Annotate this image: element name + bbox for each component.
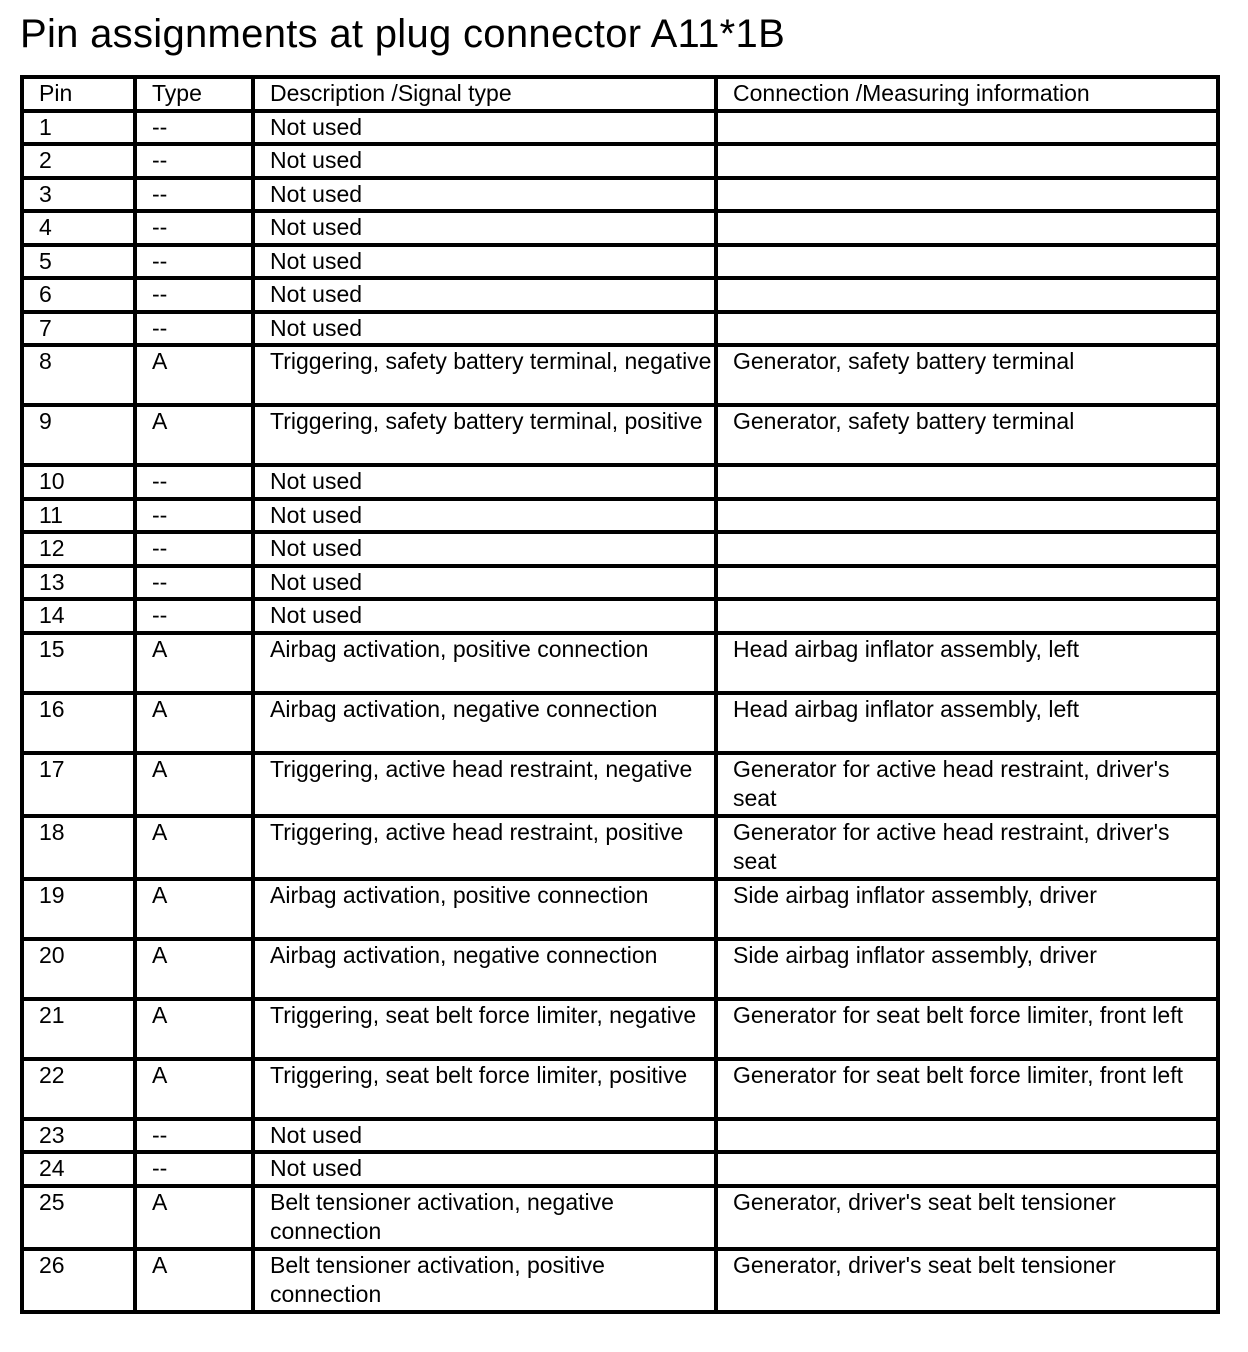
connection-cell: Generator for active head restraint, driver's seat [716, 753, 1218, 816]
table-row [22, 1059, 1218, 1119]
type-cell: -- [135, 178, 253, 212]
table-row [22, 465, 1218, 499]
type-cell: -- [135, 1152, 253, 1186]
pin-cell: 3 [22, 178, 135, 212]
connection-cell: Generator, safety battery terminal [716, 345, 1218, 405]
connection-cell: Side airbag inflator assembly, driver [716, 879, 1218, 939]
table-row [22, 816, 1218, 879]
connection-cell [716, 1119, 1218, 1153]
pin-cell: 20 [22, 939, 135, 999]
connection-cell: Generator, driver's seat belt tensioner [716, 1186, 1218, 1249]
type-cell: -- [135, 532, 253, 566]
pin-cell: 19 [22, 879, 135, 939]
connection-cell: Generator for seat belt force limiter, front left [716, 1059, 1218, 1119]
pin-cell: 13 [22, 566, 135, 600]
pin-cell: 14 [22, 599, 135, 633]
table-row [22, 178, 1218, 212]
type-cell: -- [135, 245, 253, 279]
description-cell: Not used [253, 211, 716, 245]
description-cell: Airbag activation, negative connection [253, 693, 716, 753]
pin-cell: 16 [22, 693, 135, 753]
connection-cell [716, 599, 1218, 633]
pin-cell: 24 [22, 1152, 135, 1186]
pin-cell: 5 [22, 245, 135, 279]
table-row [22, 1152, 1218, 1186]
connection-cell [716, 178, 1218, 212]
type-cell: A [135, 405, 253, 465]
type-cell: A [135, 693, 253, 753]
table-body [22, 111, 1218, 1312]
description-cell: Triggering, active head restraint, negative [253, 753, 716, 816]
pin-cell: 8 [22, 345, 135, 405]
description-cell: Not used [253, 499, 716, 533]
connection-cell: Generator, safety battery terminal [716, 405, 1218, 465]
table-row [22, 1119, 1218, 1153]
table-header-row [22, 77, 1218, 111]
table-row [22, 245, 1218, 279]
table-row [22, 633, 1218, 693]
description-cell: Triggering, seat belt force limiter, positive [253, 1059, 716, 1119]
connection-cell: Generator for seat belt force limiter, front left [716, 999, 1218, 1059]
table-row [22, 499, 1218, 533]
type-cell: -- [135, 499, 253, 533]
pin-cell: 1 [22, 111, 135, 145]
pin-cell: 11 [22, 499, 135, 533]
description-cell: Airbag activation, positive connection [253, 633, 716, 693]
page-title: Pin assignments at plug connector A11*1B [20, 12, 786, 56]
type-cell: -- [135, 465, 253, 499]
description-cell: Not used [253, 532, 716, 566]
connection-cell [716, 111, 1218, 145]
pin-cell: 12 [22, 532, 135, 566]
type-cell: A [135, 1059, 253, 1119]
header-connection: Connection /Measuring information [716, 77, 1218, 111]
description-cell: Triggering, safety battery terminal, negative [253, 345, 716, 405]
type-cell: A [135, 939, 253, 999]
description-cell: Belt tensioner activation, positive connection [253, 1249, 716, 1312]
table-row [22, 211, 1218, 245]
pin-cell: 21 [22, 999, 135, 1059]
type-cell: A [135, 1186, 253, 1249]
type-cell: A [135, 633, 253, 693]
description-cell: Not used [253, 465, 716, 499]
table-row [22, 1186, 1218, 1249]
description-cell: Not used [253, 599, 716, 633]
pin-cell: 6 [22, 278, 135, 312]
type-cell: -- [135, 599, 253, 633]
table-row [22, 345, 1218, 405]
type-cell: -- [135, 1119, 253, 1153]
header-pin: Pin [22, 77, 135, 111]
table-row [22, 939, 1218, 999]
type-cell: A [135, 999, 253, 1059]
pin-cell: 2 [22, 144, 135, 178]
description-cell: Not used [253, 1119, 716, 1153]
description-cell: Triggering, active head restraint, positive [253, 816, 716, 879]
description-cell: Airbag activation, positive connection [253, 879, 716, 939]
table-row [22, 879, 1218, 939]
table-row [22, 599, 1218, 633]
description-cell: Not used [253, 111, 716, 145]
table-row [22, 144, 1218, 178]
table-row [22, 278, 1218, 312]
pin-cell: 17 [22, 753, 135, 816]
type-cell: A [135, 816, 253, 879]
table-row [22, 753, 1218, 816]
type-cell: A [135, 1249, 253, 1312]
table-row [22, 532, 1218, 566]
type-cell: -- [135, 312, 253, 346]
connection-cell [716, 245, 1218, 279]
type-cell: -- [135, 144, 253, 178]
header-description: Description /Signal type [253, 77, 716, 111]
description-cell: Belt tensioner activation, negative connection [253, 1186, 716, 1249]
connection-cell: Head airbag inflator assembly, left [716, 633, 1218, 693]
description-cell: Not used [253, 178, 716, 212]
table-row [22, 999, 1218, 1059]
table-row [22, 1249, 1218, 1312]
connection-cell [716, 312, 1218, 346]
connection-cell [716, 211, 1218, 245]
connection-cell: Head airbag inflator assembly, left [716, 693, 1218, 753]
table-row [22, 405, 1218, 465]
description-cell: Not used [253, 1152, 716, 1186]
type-cell: A [135, 753, 253, 816]
pin-cell: 10 [22, 465, 135, 499]
table-row [22, 566, 1218, 600]
connection-cell [716, 499, 1218, 533]
description-cell: Airbag activation, negative connection [253, 939, 716, 999]
connection-cell: Generator, driver's seat belt tensioner [716, 1249, 1218, 1312]
connection-cell [716, 278, 1218, 312]
type-cell: -- [135, 566, 253, 600]
description-cell: Triggering, seat belt force limiter, negative [253, 999, 716, 1059]
connection-cell [716, 566, 1218, 600]
pin-cell: 18 [22, 816, 135, 879]
description-cell: Not used [253, 278, 716, 312]
description-cell: Not used [253, 245, 716, 279]
header-type: Type [135, 77, 253, 111]
description-cell: Triggering, safety battery terminal, positive [253, 405, 716, 465]
type-cell: -- [135, 211, 253, 245]
description-cell: Not used [253, 144, 716, 178]
pin-cell: 7 [22, 312, 135, 346]
connection-cell: Generator for active head restraint, driver's seat [716, 816, 1218, 879]
pin-cell: 26 [22, 1249, 135, 1312]
type-cell: A [135, 879, 253, 939]
connection-cell [716, 1152, 1218, 1186]
pin-cell: 22 [22, 1059, 135, 1119]
connection-cell [716, 532, 1218, 566]
type-cell: A [135, 345, 253, 405]
pin-assignment-table [20, 75, 1220, 1314]
pin-cell: 25 [22, 1186, 135, 1249]
description-cell: Not used [253, 312, 716, 346]
table-row [22, 693, 1218, 753]
pin-cell: 15 [22, 633, 135, 693]
pin-cell: 9 [22, 405, 135, 465]
pin-cell: 4 [22, 211, 135, 245]
type-cell: -- [135, 278, 253, 312]
type-cell: -- [135, 111, 253, 145]
pin-cell: 23 [22, 1119, 135, 1153]
table-row [22, 312, 1218, 346]
table-row [22, 111, 1218, 145]
connection-cell [716, 465, 1218, 499]
connection-cell [716, 144, 1218, 178]
description-cell: Not used [253, 566, 716, 600]
connection-cell: Side airbag inflator assembly, driver [716, 939, 1218, 999]
